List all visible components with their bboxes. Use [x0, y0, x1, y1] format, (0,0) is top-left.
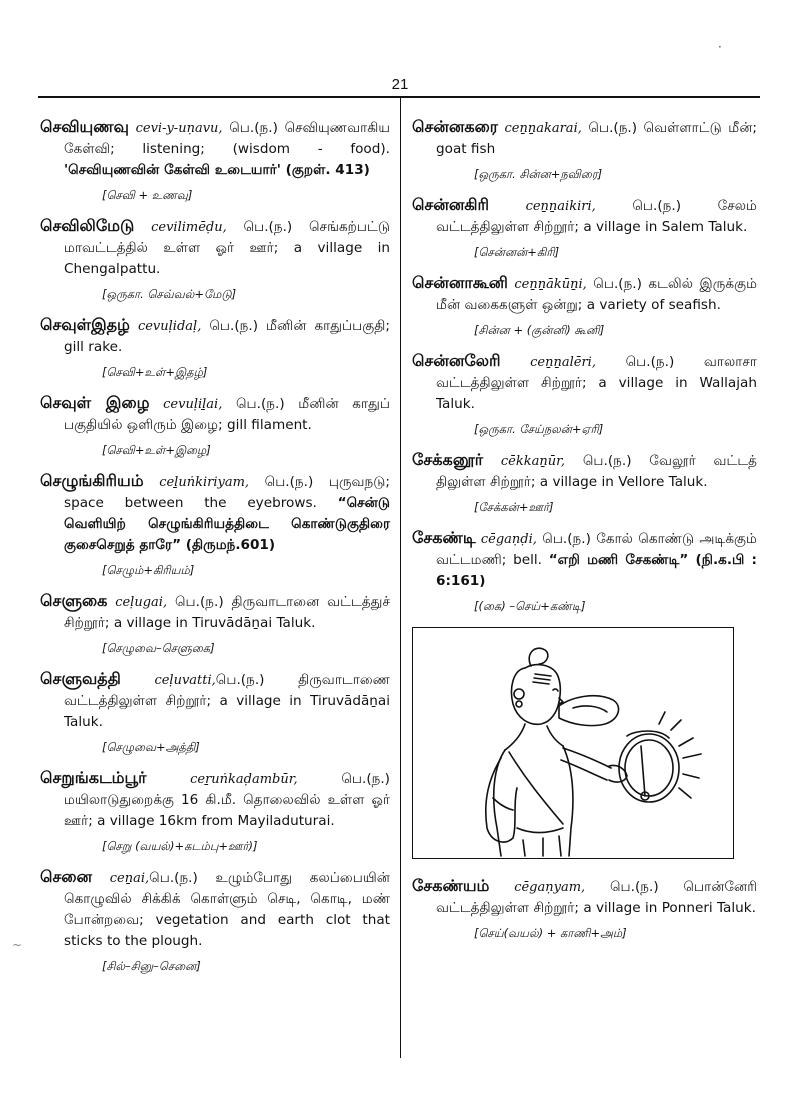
entry-definition: பெ.(ந.) கடலில் இருக்கும் மீன் வகைகளுள் ஒன்று; a variety of seafish. [436, 276, 758, 313]
entry-definition: பெ.(ந.) பொன்னேரி வட்டத்திலுள்ள சிற்றூர்; a village in Ponneri Taluk. [436, 879, 757, 916]
entry-transliteration: cevuḷidaḷ, [137, 319, 202, 334]
dictionary-entry [412, 350, 757, 440]
entry-definition: பெ.(ந.) மீனின் காதுப் பகுதியில் ஒளிரும் இழை; gill filament. [64, 396, 390, 433]
entry-transliteration: cevi-y-uṇavu, [135, 121, 223, 136]
entry-citation: 'செவியுணவின் கேள்வி உடையார்' (குறள். 413) [64, 162, 370, 178]
entry-definition: பெ.(ந.) மீனின் காதுப்பகுதி; gill rake. [64, 318, 391, 355]
entry-headword: சென்னகிரி [412, 195, 489, 214]
entry-definition: பெ.(ந.) செவியுணவாகிய கேள்வி; listening; (wisdom - food). [64, 120, 390, 157]
entry-transliteration: ceṟuṅkaḍambūr, [190, 772, 298, 787]
entry-transliteration: cevuḷiḻai, [163, 397, 223, 412]
entry-headword: செழுங்கிரியம் [40, 471, 144, 490]
entry-headword: செவியுணவு [40, 117, 129, 136]
header-rule [38, 96, 760, 98]
entry-transliteration: ceḻuṅkiriyam, [159, 475, 250, 490]
entry-etymology: [ஒருகா. சேய்நலன்+ஏரி] [474, 422, 604, 436]
entry-definition: பெ.(ந.) சேலம் வட்டத்திலுள்ள சிற்றூர்; a village in Salem Taluk. [436, 198, 757, 235]
entry-definition: பெ.(ந.) திருவாடாணை வட்டத்திலுள்ள சிற்றூர்; a village in Tiruvādāṉai Taluk. [64, 672, 391, 730]
right-column-entries [412, 116, 757, 617]
entry-headword: செவிலிமேடு [40, 216, 135, 235]
entry-definition: பெ.(ந.) கோல் கொண்டு அடிக்கும் வட்டமணி; bell. [436, 531, 757, 568]
entry-definition: பெ.(ந.) திருவாடானை வட்டத்துச் சிற்றூர்; a village in Tiruvādāṉai Taluk. [64, 594, 390, 631]
dictionary-entry [40, 668, 390, 758]
entry-definition: பெ.(ந.) புருவநடு; space between the eyebrows. [64, 474, 390, 511]
entry-etymology: [சேக்கன்+ஊர்] [474, 500, 554, 514]
dictionary-entry [412, 449, 757, 518]
entry-etymology: [சில்–சினு–செனை] [102, 959, 201, 973]
entry-definition: பெ.(ந.) வாலாசா வட்டத்திலுள்ள சிற்றூர்; a village in Wallajah Taluk. [436, 354, 757, 412]
right-column-entries-after-image [412, 875, 757, 944]
dictionary-entry [412, 875, 757, 944]
right-column [412, 116, 757, 953]
entry-definition: பெ.(ந.) உழும்போது கலப்பையின் கொழுவில் சிக்கிக் கொள்ளும் செடி, கொடி, மண் போன்றவை; vegetation and earth clot that sticks to the plough. [64, 870, 390, 949]
entry-definition: பெ.(ந.) வெள்ளாட்டு மீன்; goat fish [436, 120, 757, 157]
dictionary-entry [412, 272, 757, 341]
dictionary-entry [40, 767, 390, 857]
dictionary-entry [40, 866, 390, 977]
column-divider [400, 98, 401, 1058]
entry-headword: செனை [40, 867, 92, 886]
entry-transliteration: ceḷuvatti, [154, 673, 216, 688]
entry-etymology: [செழுவை+அத்தி] [102, 740, 200, 754]
left-column [40, 116, 390, 986]
entry-headword: செறுங்கடம்பூர் [40, 768, 147, 787]
dictionary-entry [412, 527, 757, 617]
dictionary-entry [40, 392, 390, 461]
man-striking-bell-icon [413, 628, 733, 858]
entry-transliteration: ceṉṉākūṉi, [514, 277, 587, 292]
dictionary-entry [40, 116, 390, 206]
entry-etymology: [ஒருகா. சின்ன+நவிரை] [474, 167, 603, 181]
entry-etymology: [(கை) –செய்+கண்டி] [474, 599, 586, 613]
page-number: 21 [391, 76, 409, 93]
entry-etymology: [செழும்+கிரியம்] [102, 563, 195, 577]
dictionary-entry [40, 314, 390, 383]
entry-transliteration: ceṉai, [109, 871, 150, 886]
entry-headword: சென்னகரை [412, 117, 498, 136]
entry-etymology: [ஒருகா. செவ்வல்+மேடு] [102, 287, 237, 301]
dictionary-entry [40, 470, 390, 581]
entry-headword: சென்னலேரி [412, 351, 501, 370]
dictionary-entry [412, 194, 757, 263]
entry-etymology: [செவி+உள்+இழை] [102, 443, 211, 457]
entry-etymology: [சென்னன்+கிரி] [474, 245, 560, 259]
entry-transliteration: ceṉṉakarai, [504, 121, 582, 136]
entry-headword: சேகண்டி [412, 528, 476, 547]
dictionary-entry [40, 590, 390, 659]
entry-headword: செவுள் இழை [40, 393, 150, 412]
margin-mark: ~ [12, 938, 23, 952]
entry-etymology: [செவி+உள்+இதழ்] [102, 365, 208, 379]
entry-definition: பெ.(ந.) செங்கற்பட்டு மாவட்டத்தில் உள்ள ஓர் ஊர்; a village in Chengalpattu. [64, 219, 390, 277]
entry-transliteration: ceṉṉaikiri, [525, 199, 596, 214]
entry-headword: சென்னாகூனி [412, 273, 508, 292]
entry-transliteration: cēgaṇyam, [514, 880, 586, 895]
entry-citation: “சென்டு வெளியிற் செழுங்கிரியத்திடை கொண்டுகுதிரை குசைசெறுத் தாரே” (திருமந்.601) [64, 495, 390, 553]
entry-transliteration: ceḷugai, [115, 595, 168, 610]
entry-headword: செவுள்இதழ் [40, 315, 130, 334]
entry-citation: “எறி மணி சேகண்டி” (நி.க.பி : 6:161) [436, 552, 757, 589]
entry-headword: செளுவத்தி [40, 669, 121, 688]
print-speck: · [718, 40, 722, 54]
entry-transliteration: ceṉṉalēri, [530, 355, 596, 370]
bell-illustration [412, 627, 734, 859]
entry-definition: பெ.(ந.) மயிலாடுதுறைக்கு 16 கி.மீ. தொலைவில் உள்ள ஓர் ஊர்; a village 16km from Mayiladuturai. [64, 771, 390, 829]
entry-headword: சேகண்யம் [412, 876, 490, 895]
dictionary-entry [40, 215, 390, 305]
entry-etymology: [செய்(வயல்) + காணி+அம்] [474, 926, 627, 940]
entry-headword: செளுகை [40, 591, 108, 610]
entry-transliteration: cēkkaṉūr, [500, 454, 566, 469]
entry-etymology: [செழுவை–செளுகை] [102, 641, 215, 655]
entry-transliteration: cēgaṇḍi, [480, 532, 537, 547]
dictionary-entry [412, 116, 757, 185]
entry-etymology: [சின்ன + (குன்னி) கூனி] [474, 323, 605, 337]
entry-definition: பெ.(ந.) வேலூர் வட்டத் திலுள்ள சிற்றூர்; a village in Vellore Taluk. [436, 453, 757, 490]
entry-transliteration: cevilimēḍu, [151, 220, 227, 235]
entry-headword: சேக்கனூர் [412, 450, 484, 469]
entry-etymology: [செவி + உணவு] [102, 188, 193, 202]
entry-etymology: [செறு (வயல்)+கடம்பு+ஊர்)] [102, 839, 258, 853]
